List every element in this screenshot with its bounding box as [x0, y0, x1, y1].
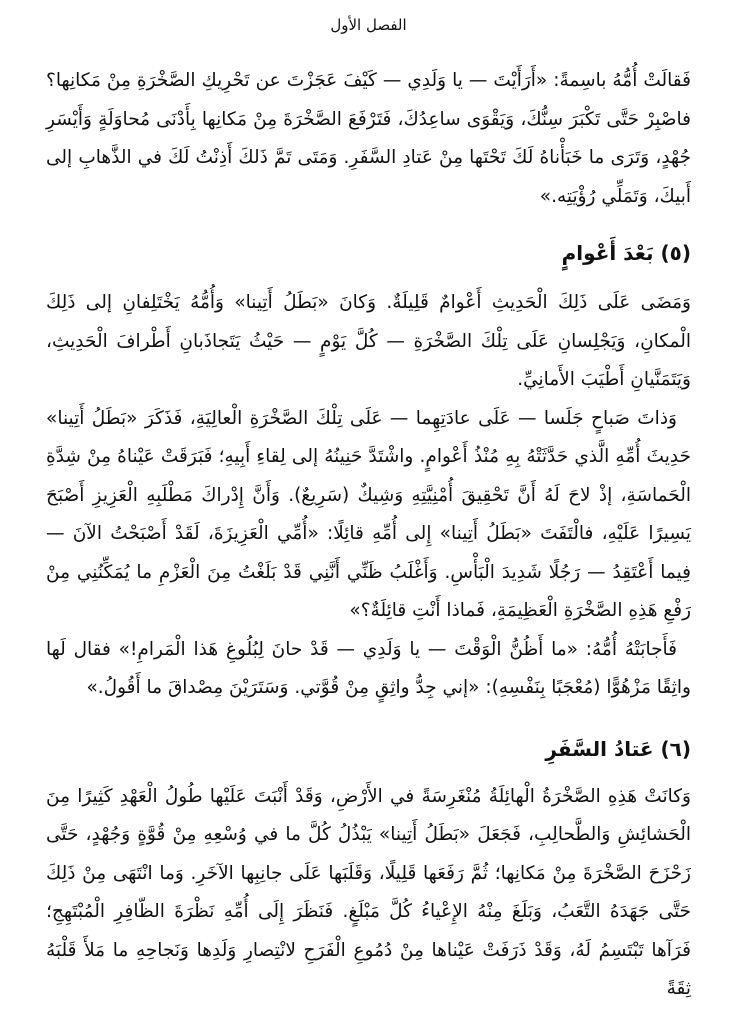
paragraph: وَذاتَ صَباحٍ جَلَسا — عَلَى عادَتِهِما — عَلَى تِلْكَ الصَّخْرَةِ الْعالِيَةِ، فَذَكَرَ «بَطَلُ أَتِينا» حَدِيثَ أُمِّهِ الَّذي حَدَّثَتْهُ بِهِ مُنْذُ أَعْوامٍ. واشْتَدَّ حَنِينُهُ إلى لِقاءِ أَبِيهِ؛ فَبَرَقَتْ عَيْناهُ مِنْ شِدَّةِ الْحَماسَةِ، إذْ لاحَ لَهُ أَنَّ تَحْقِيقَ أُمْنِيَّتِهِ وَشِيكٌ (سَرِيعٌ). وَأَنَّ إِدْراكَ مَطْلَبِهِ الْعَزِيزِ أَصْبَحَ يَسِيرًا عَلَيْهِ، فالْتَفَتَ «بَطَلُ أَتِينا» إِلى أُمِّهِ قائِلًا: «أُمِّي الْعَزِيزَةَ، لَقَدْ أَصْبَحْتُ الآنَ — فِيما أَعْتَقِدُ — رَجُلًا شَدِيدَ الْبَأْسِ. وَأَغْلَبُ ظَنِّي أَنَّنِي قَدْ بَلَغْتُ مِنَ الْعَزْمِ ما يُمَكِّنُنِي مِنْ رَفْعِ هَذِهِ الصَّخْرَةِ الْعَظِيمَةِ، فَماذا أَنْتِ قائِلَةٌ؟»	[46, 407, 691, 621]
paragraph: فَأَجابَتْهُ أُمُّهُ: «ما أَظُنُّ الْوَقْتَ — يا وَلَدِي — قَدْ حانَ لِبُلُوغِ هَذا الْمَرامِ!» فقال لَها واثِقًا مَزْهُوًّا (مُعْجَبًا بِنَفْسِهِ): «إني جِدُّ واثِقٍ مِنْ قُوَّتي. وَسَتَرَيْنَ مِصْداقَ ما أَقُولُ.»	[46, 638, 691, 698]
section-heading: (٦) عَتادُ السَّفَرِ	[545, 736, 691, 761]
paragraph: فَقالَتْ أُمُّهُ باسِمةً: «أَرَأَيْتَ — يا وَلَدِي — كَيْفَ عَجَزْتَ عن تَحْرِيكِ الصَّخْرَةِ مِنْ مَكانِها؟ فاصْبِرْ حَتَّى تَكْبَرَ سِنُّكَ، وَيَقْوَى ساعِدُكَ، فَتَرْفَعَ الصَّخْرَةَ مِنْ مَكانِها بِأَدْنَى مُحاوَلَةٍ وَأَيْسَرِ جُهْدٍ، وَتَرَى ما خَبَأْناهُ لَكَ تَحْتَها مِنْ عَتادِ السَّفَرِ. وَمَتَى تَمَّ ذَلكَ أَذِنْتُ لَكَ في الذَّهابِ إلى أَبيكَ، وَتَمَلِّي رُؤْيَتِه.»	[46, 70, 691, 207]
section-5	[46, 238, 691, 708]
paragraph: وَكانَتْ هَذِهِ الصَّخْرَةُ الْهائِلَةُ مُنْغَرِسَةً في الأَرْضِ، وَقَدْ أَنْبَتَ عَلَيْها طُولُ الْعَهْدِ كَثِيرًا مِنَ الْحَشائِشِ وَالطَّحالِبِ، فَجَعَلَ «بَطَلُ أَتِينا» يَبْذُلُ كُلَّ ما في وُسْعِهِ مِنْ قُوَّةٍ وَجُهْدٍ، حَتَّى زَحْزَحَ الصَّخْرَةَ مِنْ مَكانِها؛ ثُمَّ رَفَعَها قَلِيلًا، وَقَلَبَها عَلَى جانِبِها الآخَرِ. وَما انْتَهَى مِنْ ذَلِكَ حَتَّى جَهَدَهُ التَّعَبُ، وَبَلَغَ مِنْهُ الإِعْياءُ كُلَّ مَبْلَغٍ. فَنَظَرَ إِلَى أُمِّهِ نَظْرَةَ الظّافِرِ الْمُبْتَهِجِ؛ فَرَآها تَبْتَسِمُ لَهُ، وَقَدْ ذَرَفَتْ عَيْناها مِنْ دُمُوعِ الْفَرَحِ لانْتِصارِ وَلَدِها وَنَجاحِهِ ما مَلأَ قَلْبَهُ ثِقَةً	[46, 785, 691, 999]
section-6	[46, 734, 691, 1009]
section-heading: (٥) بَعْدَ أَعْوامٍ	[561, 241, 691, 265]
section-opening	[46, 62, 691, 216]
running-header: الفصل الأول	[330, 16, 407, 34]
paragraph: وَمَضَى عَلَى ذَلِكَ الْحَدِيثِ أَعْوامٌ قَلِيلَةٌ. وَكانَ «بَطَلُ أَتِينا» وَأُمُّهُ يَخْتَلِفانِ إلى ذَلِكَ الْمكانِ، وَيَجْلِسانِ عَلَى تِلْكَ الصَّخْرَةِ — كُلَّ يَوْمٍ — حَيْثُ يَتَجاذَبانِ أَطْرافَ الْحَدِيثِ، وَيَتَمَنَّيانِ أَطْيَبَ الأَمانِيِّ.	[46, 292, 691, 390]
